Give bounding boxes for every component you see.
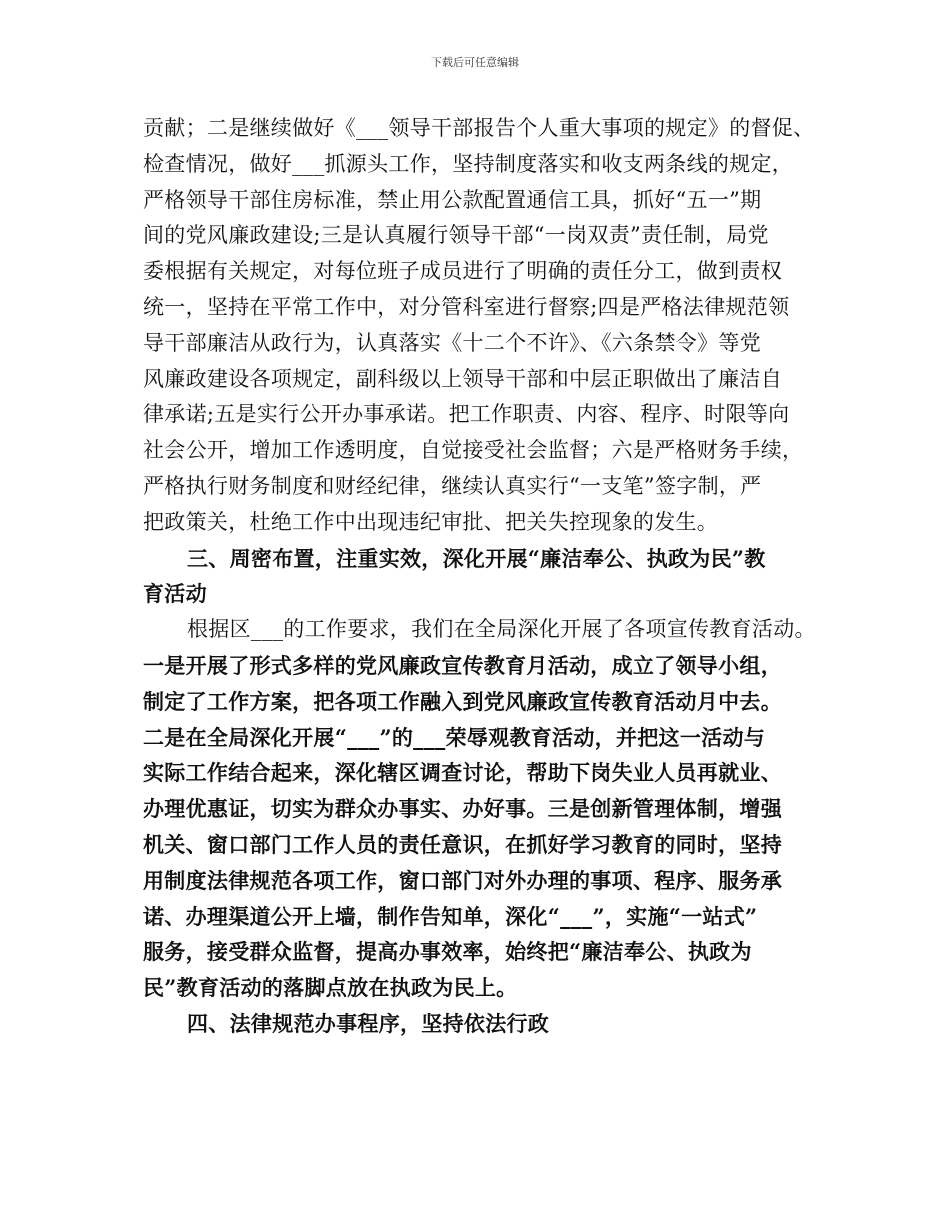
paragraph-line: 检查情况，做好___抓源头工作，坚持制度落实和收支两条线的规定， (143, 151, 794, 176)
paragraph-line: 民”教育活动的落脚点放在执政为民上。 (143, 975, 518, 1001)
paragraph-line: 办理优惠证，切实为群众办事实、办好事。三是创新管理体制，增强 (143, 796, 782, 822)
document-body (143, 111, 818, 1042)
paragraph-line: 机关、窗口部门工作人员的责任意识，在抓好学习教育的同时，坚持 (143, 831, 782, 857)
paragraph-line: 用制度法律规范各项工作，窗口部门对外办理的事项、程序、服务承 (143, 867, 782, 893)
paragraph-line: 律承诺;五是实行公开办事承诺。把工作职责、内容、程序、时限等向 (143, 402, 790, 427)
paragraph-line: 委根据有关规定，对每位班子成员进行了明确的责任分工，做到责权 (143, 259, 782, 284)
paragraph-line: 育活动 (143, 581, 207, 607)
paragraph-line: 社会公开，增加工作透明度，自觉接受社会监督；六是严格财务手续， (143, 438, 804, 463)
paragraph-line: 实际工作结合起来，深化辖区调查讨论，帮助下岗失业人员再就业、 (143, 760, 782, 786)
paragraph-line: 根据区___的工作要求，我们在全局深化开展了各项宣传教育活动。 (187, 617, 816, 642)
paragraph-line: 制定了工作方案，把各项工作融入到党风廉政宣传教育活动月中去。 (143, 688, 782, 714)
paragraph-line: 统一，坚持在平常工作中，对分管科室进行督察;四是严格法律规范领 (143, 294, 790, 319)
page-header: 下载后可任意编辑 (431, 56, 519, 69)
paragraph-line: 贡献；二是继续做好《___领导干部报告个人重大事项的规定》的督促、 (143, 116, 815, 140)
paragraph-line: 一是开展了形式多样的党风廉政宣传教育月活动，成立了领导小组， (143, 652, 782, 678)
paragraph-line: 间的党风廉政建设;三是认真履行领导干部“一岗双责”责任制，局党 (143, 223, 769, 248)
section-heading-line: 三、周密布置，注重实效，深化开展“廉洁奉公、执政为民”教 (187, 545, 766, 571)
paragraph-line: 风廉政建设各项规定，副科级以上领导干部和中层正职做出了廉洁自 (143, 366, 782, 391)
paragraph-line: 严格执行财务制度和财经纪律，继续认真实行“一支笔”签字制，严 (143, 473, 762, 498)
paragraph-line: 服务，接受群众监督，提高办事效率，始终把“廉洁奉公、执政为 (143, 939, 752, 965)
paragraph-line: 诺、办理渠道公开上墙，制作告知单，深化“___”，实施“一站式” (143, 903, 758, 929)
paragraph-line: 把政策关，杜绝工作中出现违纪审批、把关失控现象的发生。 (143, 509, 719, 534)
section-heading-line: 四、法律规范办事程序，坚持依法行政 (187, 1010, 550, 1036)
paragraph-line: 严格领导干部住房标准，禁止用公款配置通信工具，抓好“五一”期 (143, 187, 762, 212)
paragraph-line: 导干部廉洁从政行为，认真落实《十二个不许》、《六条禁令》等党 (143, 330, 761, 355)
paragraph-line: 二是在全局深化开展“___”的___荣辱观教育活动，并把这一活动与 (143, 724, 766, 750)
